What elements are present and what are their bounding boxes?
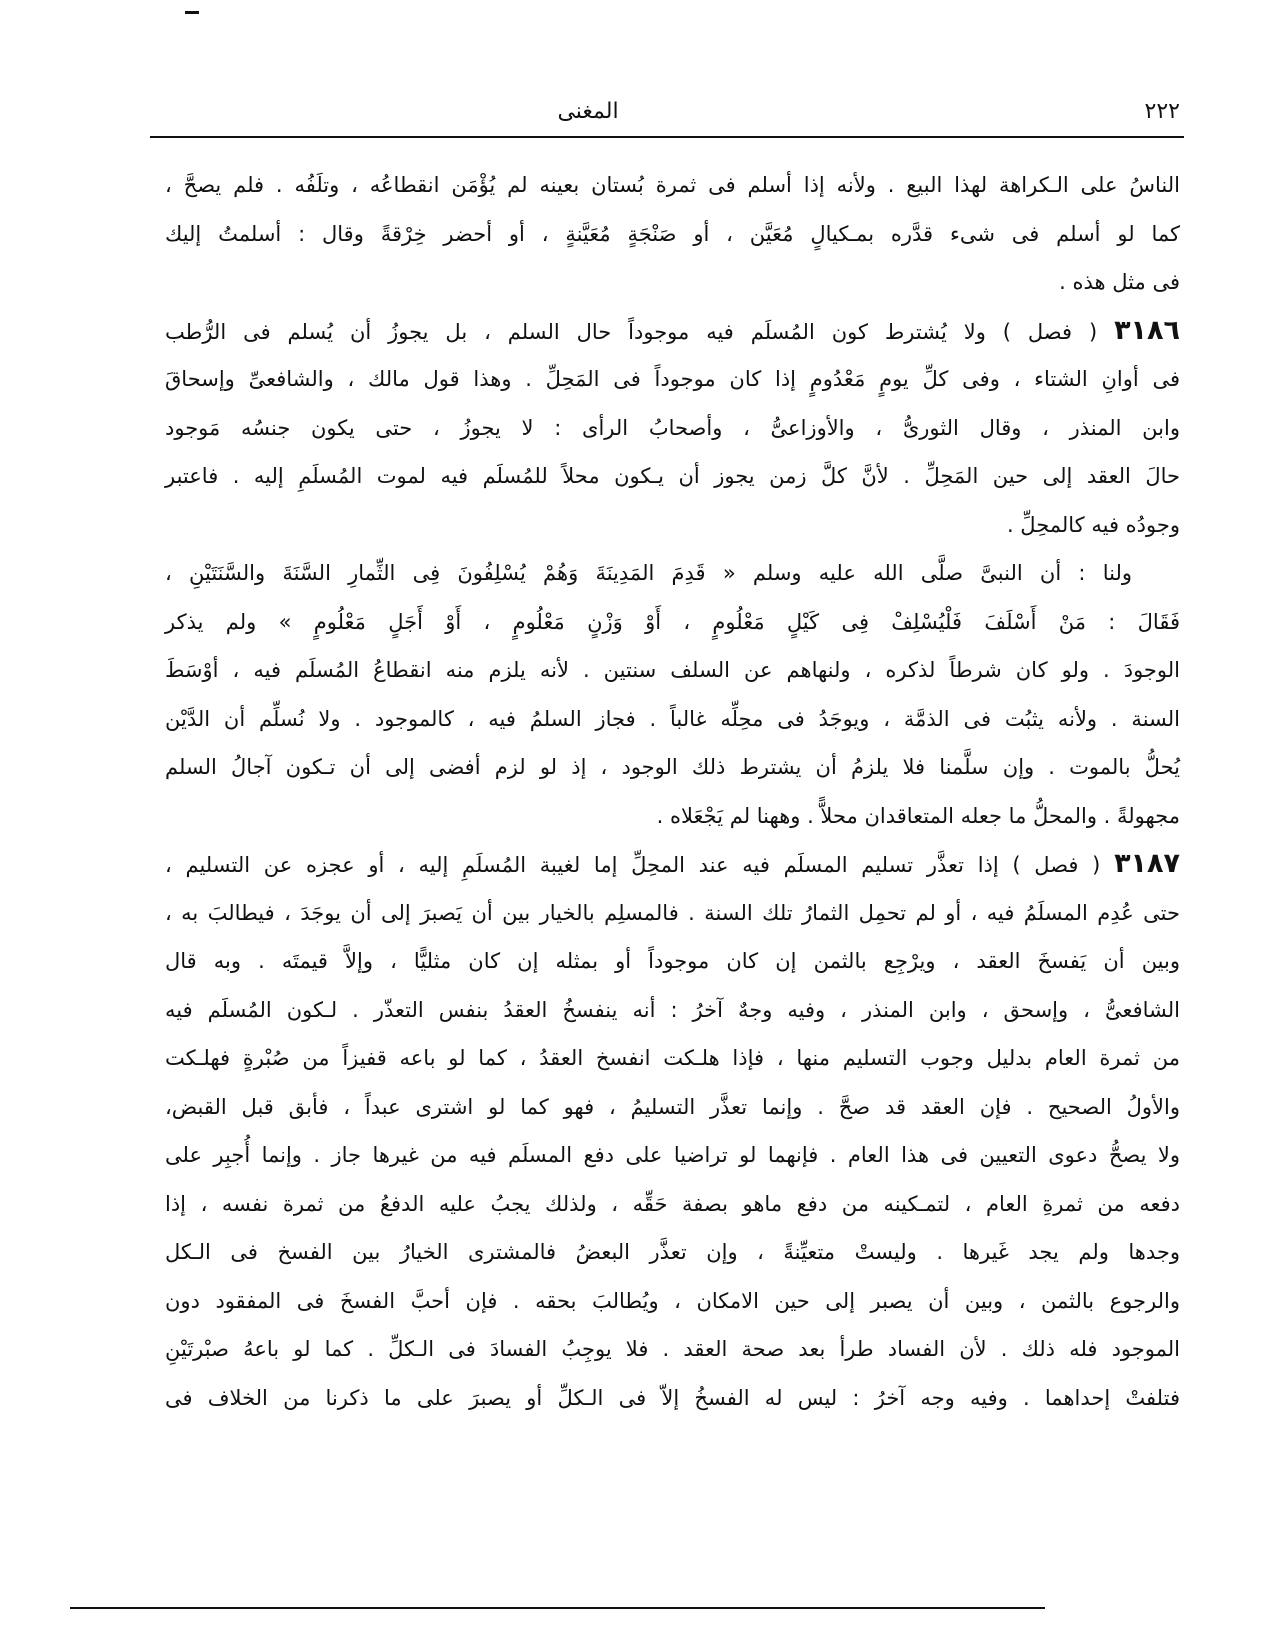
text-line: فى مثل هذه . <box>1059 270 1180 294</box>
text-line: السنة . ولأنه يثبُت فى الذمَّة ، ويوجَدُ فى محِلِّه غالباً . فجاز السلمُ فيه ، كالموجود . ولا نُسلِّم أن الدَّيْن <box>165 706 1180 731</box>
text-line: ولا يصحُّ دعوى التعيين فى هذا العام . فإنهما لو تراضيا على دفع المسلَم فيه من غيرها جاز . وإنما أُجبِر على <box>165 1143 1180 1167</box>
section-number: ٣١٨٧ <box>1114 848 1180 879</box>
text-line <box>165 840 1180 889</box>
text-line: الموجود فله ذلك . لأن الفساد طرأ بعد صحة العقد . فلا يوجِبُ الفسادَ فى الـكلِّ . كما لو باعهُ صبْرتَيْنِ <box>165 1337 1180 1361</box>
section-number: ٣١٨٦ <box>1114 314 1180 346</box>
text-line: الناسُ على الـكراهة لهذا البيع . ولأنه إذا أسلم فى ثمرة بُستان بعينه لم يُؤْمَن انقطاعُه ، وتلَفُه . فلم يصحَّ ، <box>165 173 1180 197</box>
text-line: والرجوع بالثمن ، وبين أن يصبر إلى حين الامكان ، ويُطالبَ بحقه . فإن أحبَّ الفسخَ فى المفقود دون <box>165 1288 1180 1313</box>
paragraph <box>165 307 1180 550</box>
text-line: وجدها ولم يجد غَيرها . وليستْ متعيِّنةً ، وإن تعذَّر البعضُ فالمشترى الخيارُ بين الفسخ فى الـكل <box>165 1240 1180 1264</box>
text-line: وبين أن يَفسخَ العقد ، ويرْجِع بالثمن إن كان موجوداً أو بمثله إن كان مثليًّا ، وإلاَّ قيمتَه . وبه قال <box>165 949 1180 973</box>
paragraph <box>165 549 1180 840</box>
text-line: مجهولةً . والمحلُّ ما جعله المتعاقدان محلاًّ . وههنا لم يَجْعَلاه . <box>656 803 1180 828</box>
running-title: المغنى <box>557 99 619 124</box>
text-segment: ( فصل ) ولا يُشترط كون المُسلَم فيه موجوداً حال السلم ، بل يجوزُ أن يُسلم فى الرُّطب <box>165 319 1098 344</box>
text-line: والأولُ الصحيح . فإن العقد قد صحَّ . وإنما تعذَّر التسليمُ ، فهو كما لو اشترى عبداً ، فأبق قبل القبض، <box>165 1094 1180 1119</box>
text-line: وابن المنذر ، وقال الثورىُّ ، والأوزاعىُّ ، وأصحابُ الرأى : لا يجوزُ ، حتى يكون جنسُه مَوجود <box>165 415 1180 440</box>
text-line: فتلفتْ إحداهما . وفيه وجه آخرُ : ليس له الفسخُ إلاّ فى الـكلِّ أو يصبرَ على ما ذكرنا من الخلاف فى <box>165 1385 1180 1410</box>
text-block <box>165 161 1180 1422</box>
text-line: حتى عُدِم المسلَمُ فيه ، أو لم تحمِل الثمارُ تلك السنة . فالمسلِم بالخيار بين أن يَصبرَ إلى أن يوجَدَ ، فيطالبَ به ، <box>165 900 1180 925</box>
text-line <box>165 307 1180 356</box>
text-line: الشافعىُّ ، وإسحق ، وابن المنذر ، وفيه وجهٌ آخرُ : أنه ينفسخُ العقدُ بنفس التعذّر . لـكون المُسلَم فيه <box>165 997 1180 1022</box>
footer-rule <box>70 1607 1045 1609</box>
text-line: كما لو أسلم فى شىء قدَّره بمـكيالٍ مُعَيَّن ، أو صَنْجَةٍ مُعَيَّنةٍ ، أو أحضر خِرْقةً وقال : أسلمتُ إليك <box>165 221 1180 246</box>
paragraph <box>165 161 1180 307</box>
text-line: دفعه من ثمرةِ العام ، لتمـكينه من دفع ماهو بصفة حَقِّه ، ولذلك يجبُ عليه الدفعُ من ثمرة نفسه ، إذا <box>165 1191 1180 1216</box>
text-line: يُحلُّ بالموت . وإن سلَّمنا فلا يلزمُ أن يشترط ذلك الوجود ، إذ لو لزم أفضى إلى أن تـكون آجالُ السلم <box>165 755 1180 779</box>
text-line: الوجودَ . ولو كان شرطاً لذكره ، ولنهاهم عن السلف سنتين . لأنه يلزم منه انقطاعُ المُسلَم فيه ، أوْسَطَ <box>165 658 1180 682</box>
text-line: فَقَالَ : مَنْ أَسْلَفَ فَلْيُسْلِفْ فِى كَيْلٍ مَعْلُومٍ ، أَوْ وَزْنٍ مَعْلُومٍ ، أَوْ أَجَلٍ مَعْلُومٍ » ولم يذكر <box>165 609 1180 634</box>
text-line: وجودُه فيه كالمحِلِّ . <box>1006 512 1180 537</box>
text-line: حالَ العقد إلى حين المَحِلِّ . لأنَّ كلَّ زمن يجوز أن يـكون محلاً للمُسلَم فيه لموت المُسلَمِ إليه . فاعتبر <box>165 464 1180 488</box>
header-rule <box>150 136 1184 138</box>
page-number: ٢٢٢ <box>1144 99 1180 124</box>
scan-mark <box>185 11 199 14</box>
text-line: فى أوانِ الشتاء ، وفى كلِّ يومٍ مَعْدُومٍ إذا كان موجوداً فى المَحِلِّ . وهذا قول مالك ، والشافعىِّ وإسحاقَ <box>165 367 1180 391</box>
text-segment: ( فصل ) إذا تعذَّر تسليم المسلَم فيه عند المحِلِّ إما لغيبة المُسلَمِ إليه ، أو عجزه عن التسليم ، <box>165 853 1101 877</box>
text-line: من ثمرة العام بدليل وجوب التسليم منها ، فإذا هلـكت انفسخ العقدُ ، كما لو باعه قفيزاً من صُبْرةٍ فهلـكت <box>165 1046 1180 1070</box>
text-line: ولنا : أن النبىَّ صلَّى الله عليه وسلم « قَدِمَ المَدِينَةَ وَهُمْ يُسْلِفُونَ فِى الثِّمارِ السَّنَةَ والسَّنَتَيْنِ ، <box>165 561 1132 585</box>
paragraph <box>165 840 1180 1422</box>
